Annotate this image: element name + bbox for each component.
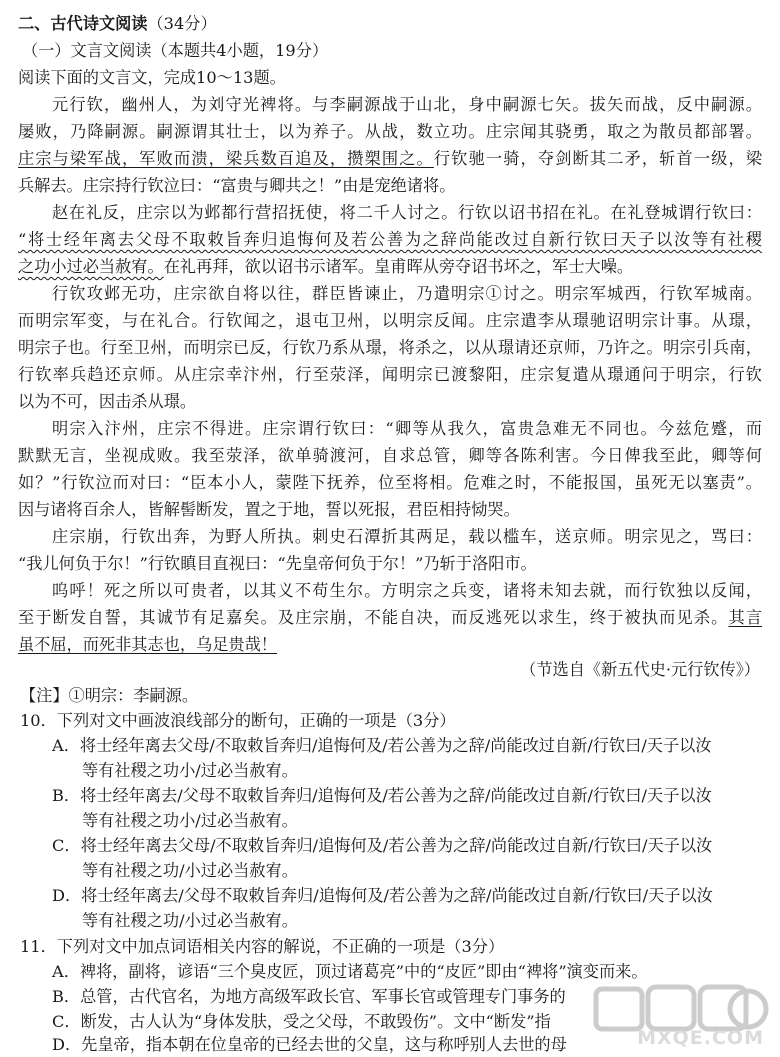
passage-line: 元行钦，幽州人，为刘守光裨将。与李嗣源战于山北，身中嗣源七矢。拔矢而战，反中嗣源。 <box>52 95 762 114</box>
annotation-note: 【注】①明宗：李嗣源。 <box>20 686 199 705</box>
q11-option-c: C．断发，古人认为“身体发肤，受之父母，不敢毁伤”。文中“断发”指 <box>52 1012 551 1031</box>
passage-line: 因与诸将百余人，皆解髻断发，置之于地，誓以死报，君臣相持恸哭。 <box>18 500 520 519</box>
passage-line: 明宗子也。行至卫州，而明宗已反，行钦乃系从璟，将杀之，以从璟请还京师，乃许之。明宗引兵南， <box>18 338 762 357</box>
passage-line: 呜呼！死之所以可贵者，以其义不苟生尔。方明宗之兵变，诸将未知去就，而行钦独以反闻， <box>52 581 762 600</box>
wavy-sentence-end: 之功小过必当赦宥。 <box>18 257 164 276</box>
passage-line: 默默无言，坐视成败。我至荥泽，欲单骑渡河，自求总管，卿等各陈利害。今日俾我至此，卿等何 <box>18 446 762 465</box>
passage-line: 明宗入汴州，庄宗不得进。庄宗谓行钦曰：“卿等从我久，富贵急难无不同也。今兹危蹙，而 <box>52 419 762 438</box>
passage-line: “我儿何负于尔！”行钦瞋目直视曰：“先皇帝何负于尔！”乃斩于洛阳市。 <box>18 554 537 573</box>
passage-line: 屡败，乃降嗣源。嗣源谓其壮士，以为养子。从战，数立功。庄宗闻其骁勇，取之为散员都部署。 <box>18 122 762 141</box>
instruction: 阅读下面的文言文，完成10～13题。 <box>18 68 286 87</box>
section-title: 二、古代诗文阅读 <box>18 14 148 33</box>
subsection-title: （一）文言文阅读（本题共4小题，19分） <box>22 41 329 60</box>
question-10-stem: 10．下列对文中画波浪线部分的断句，正确的一项是（3分） <box>20 711 456 730</box>
underlined-sentence: 其言 <box>728 608 763 627</box>
q10-option-b-cont: 等有社稷之功小/过必当赦宥。 <box>82 811 298 830</box>
passage-line: 行钦率兵趋还京师。从庄宗幸汴州，行至荥泽，闻明宗已渡黎阳，庄宗复遣从璟通问于明宗，行钦 <box>18 365 762 384</box>
passage-line: 行钦攻邺无功，庄宗欲自将以往，群臣皆谏止，乃遣明宗①讨之。明宗军城西，行钦军城南。 <box>52 284 762 303</box>
q10-option-d-cont: 等有社稷之功/小过必当赦宥。 <box>82 911 298 930</box>
q11-option-b: B．总管，古代官名，为地方高级军政长官、军事长官或管理专门事务的 <box>52 987 566 1006</box>
passage-line: 庄宗崩，行钦出奔，为野人所执。刺史石潭折其两足，载以槛车，送京师。明宗见之，骂曰： <box>52 527 762 546</box>
q11-option-a: A．裨将，副将，谚语“三个臭皮匠，顶过诸葛亮”中的“皮匠”即由“裨将”演变而来。 <box>52 962 648 981</box>
section-header <box>18 14 780 34</box>
source-citation: （节选自《新五代史·元行钦传》） <box>520 660 760 679</box>
wavy-underlined-line <box>18 230 762 250</box>
q10-option-c: C．将士经年离去父母/不取敕旨奔归/追悔何及/若公善为之辞/尚能改过自新/行钦曰/天子以汝 <box>52 836 713 855</box>
underlined-sentence: 庄宗与梁军战，军败而溃，梁兵数百追及，攒槊围之。 <box>18 149 434 168</box>
q10-option-a-cont: 等有社稷之功小/过必当赦宥。 <box>82 761 298 780</box>
wavy-sentence: “将士经年离去父母不取敕旨奔归追悔何及若公善为之辞尚能改过自新行钦曰天子以汝等有社稷 <box>18 230 762 249</box>
passage-line: 之功小过必当赦宥。在礼再拜，欲以诏书示诸军。皇甫晖从旁夺诏书坏之，军士大噪。 <box>18 257 634 276</box>
passage-line: 至于断发自誓，其诚节有足嘉矣。及庄宗崩，不能自决，而反逃死以求生，终于被执而见杀。其言 <box>18 608 763 627</box>
question-11-stem: 11．下列对文中加点词语相关内容的解说，不正确的一项是（3分） <box>20 937 505 956</box>
watermark-text: MXQE.COM <box>637 1027 764 1049</box>
passage-line: 兵解去。庄宗持行钦泣曰：“富贵与卿共之！”由是宠绝诸将。 <box>18 176 456 195</box>
passage-line: 如？”行钦泣而对曰：“臣本小人，蒙陛下抚养，位至将相。危难之时，不能报国，虽死无以塞责”。 <box>18 473 762 492</box>
q11-option-d: D．先皇帝，指本朝在位皇帝的已经去世的父皇，这与称呼别人去世的母 <box>52 1035 567 1054</box>
section-score: （34分） <box>147 14 217 33</box>
passage-line <box>18 635 780 655</box>
passage-line: 而明宗军变，与在礼合。行钦闻之，退屯卫州，以明宗反闻。庄宗遣李从璟驰诏明宗计事。从璟， <box>18 311 762 330</box>
q10-option-c-cont: 等有社稷之功/小过必当赦宥。 <box>82 861 298 880</box>
underlined-sentence: 虽不屈，而死非其志也，乌足贵哉！ <box>18 635 277 654</box>
site-watermark <box>578 981 774 1051</box>
passage-line: 庄宗与梁军战，军败而溃，梁兵数百追及，攒槊围之。行钦驰一骑，夺剑断其二矛，斩首一级，梁 <box>18 149 763 168</box>
q10-option-b: B．将士经年离去/父母不取敕旨奔归/追悔何及/若公善为之辞/尚能改过自新/行钦曰/天子以汝 <box>52 786 712 805</box>
passage-line: 赵在礼反，庄宗以为邺都行营招抚使，将二千人讨之。行钦以诏书招在礼。在礼登城谓行钦曰： <box>52 203 762 222</box>
q10-option-a: A．将士经年离去父母/不取敕旨奔归/追悔何及/若公善为之辞/尚能改过自新/行钦曰/天子以汝 <box>52 736 712 755</box>
q10-option-d: D．将士经年离去/父母不取敕旨奔归/追悔何及/若公善为之辞/尚能改过自新/行钦曰/天子以汝 <box>52 886 713 905</box>
passage-line: 以为不可，因击杀从璟。 <box>18 392 197 411</box>
